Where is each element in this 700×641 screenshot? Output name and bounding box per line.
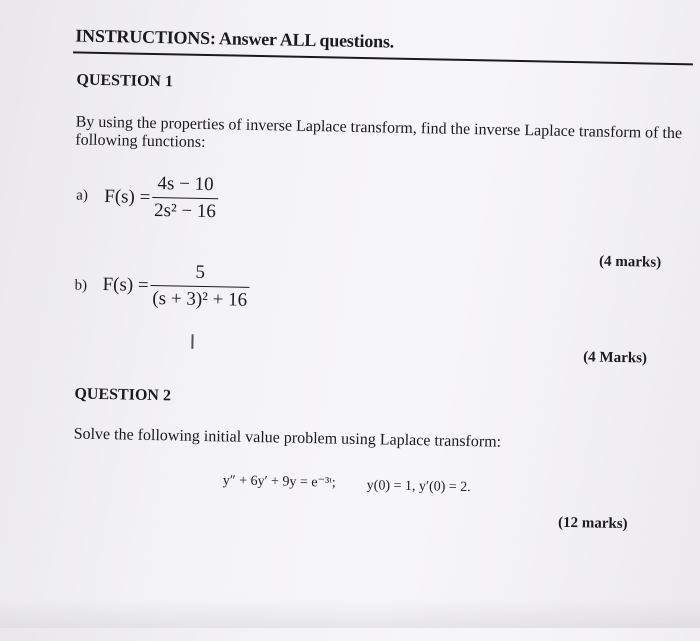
part-a-fraction bbox=[154, 173, 217, 223]
ode-equation: y″ + 6y′ + 9y = e⁻³ᵗ; bbox=[222, 473, 336, 491]
part-b-marks: (4 Marks) bbox=[583, 349, 648, 367]
question-2-text: Solve the following initial value problem using Laplace transform: bbox=[73, 425, 502, 451]
question-2-marks: (12 marks) bbox=[557, 514, 628, 533]
question-1-title: QUESTION 1 bbox=[76, 71, 174, 91]
part-a-lhs: F(s) = bbox=[104, 185, 151, 208]
instructions-heading: INSTRUCTIONS: Answer ALL questions. bbox=[75, 25, 395, 52]
part-b-formula bbox=[102, 260, 248, 312]
question-2-title: QUESTION 2 bbox=[74, 385, 172, 405]
part-a-label: a) bbox=[76, 187, 89, 204]
part-b-numerator: 5 bbox=[151, 261, 250, 288]
part-b-label: b) bbox=[74, 277, 88, 294]
initial-conditions: y(0) = 1, y′(0) = 2. bbox=[366, 478, 471, 496]
bottom-shadow bbox=[0, 598, 700, 628]
part-a-formula bbox=[104, 172, 217, 223]
text-cursor-icon: I bbox=[189, 329, 196, 354]
part-b-lhs: F(s) = bbox=[102, 273, 149, 296]
part-a-marks: (4 marks) bbox=[598, 253, 662, 271]
part-a-denominator: 2s² − 16 bbox=[153, 199, 217, 223]
part-b-denominator: (s + 3)² + 16 bbox=[152, 287, 248, 311]
part-a-numerator: 4s − 10 bbox=[152, 173, 218, 199]
part-b-fraction bbox=[152, 261, 248, 312]
heading-underline bbox=[73, 51, 693, 65]
question-1-text: By using the properties of inverse Laplace transform, find the inverse Laplace transform of the following functions: bbox=[75, 113, 683, 151]
